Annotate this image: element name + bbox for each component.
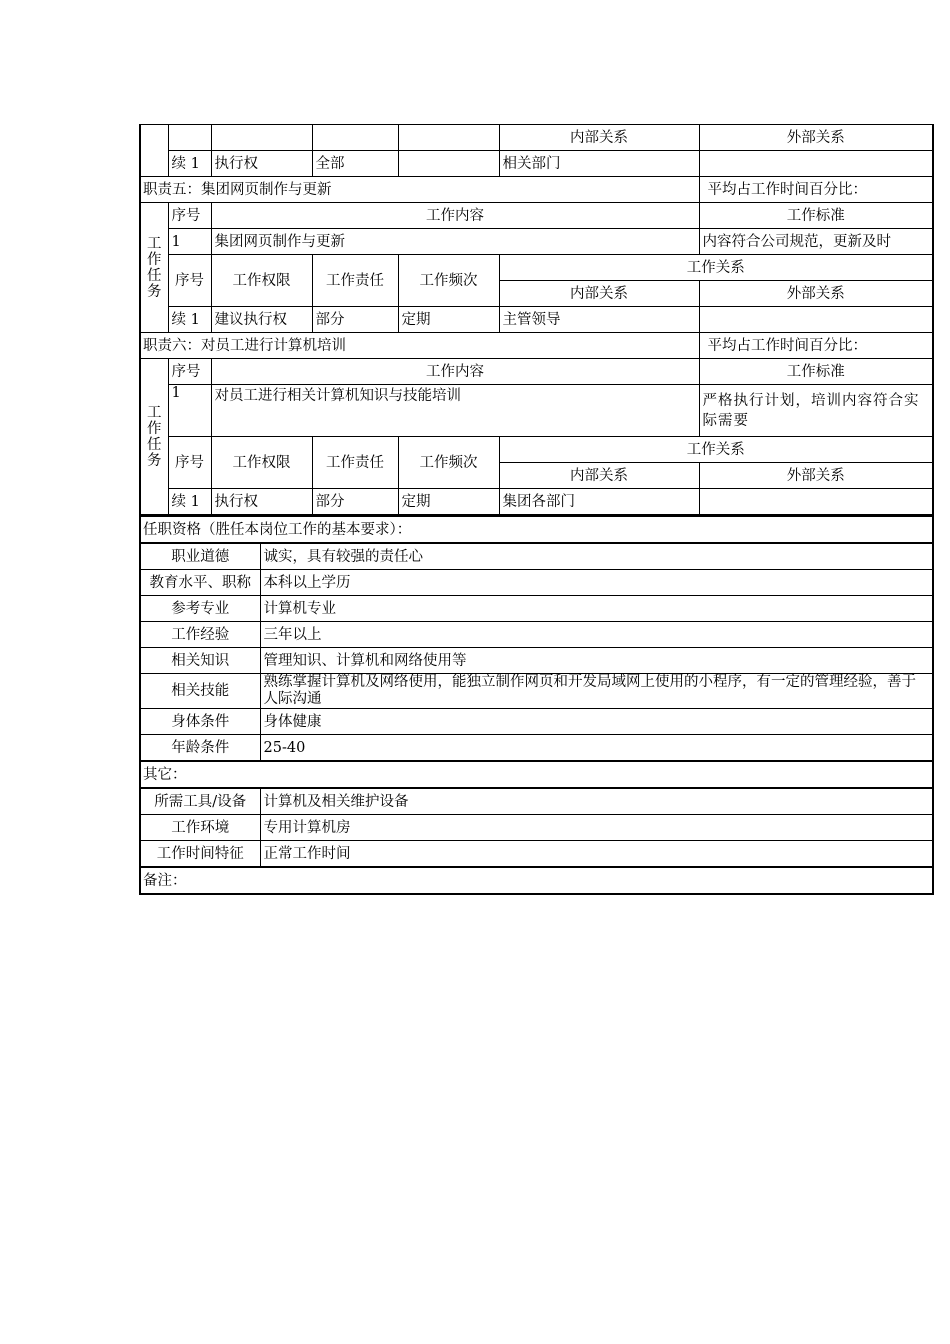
qual-label: 职业道德 [140, 543, 260, 570]
duty5-task-header-row [140, 203, 933, 229]
qual-label: 相关知识 [140, 648, 260, 674]
qual-value: 熟练掌握计算机及网络使用，能独立制作网页和开发局域网上使用的小程序，有一定的管理经验，善于人际沟通 [260, 674, 933, 709]
other-value: 专用计算机房 [260, 815, 933, 841]
qual-row [140, 570, 933, 596]
duties-table [139, 124, 934, 515]
cont-inner: 相关部门 [499, 151, 699, 177]
qualifications-title-row [140, 516, 933, 543]
duty5-time-label: 平均占工作时间百分比： [699, 177, 933, 203]
duty5-title: 职责五：集团网页制作与更新 [140, 177, 699, 203]
duty6-task-standard: 严格执行计划，培训内容符合实际需要 [699, 385, 933, 437]
duty5-cont-frequency: 定期 [398, 307, 499, 333]
duty6-cont-responsibility: 部分 [312, 489, 398, 515]
qual-row [140, 543, 933, 570]
prev-duty-side-cell [140, 125, 168, 177]
cont-seq: 续 1 [168, 151, 211, 177]
other-title-row [140, 761, 933, 788]
duty6-authority-header: 工作权限 [211, 437, 312, 489]
duty5-cont-authority: 建议执行权 [211, 307, 312, 333]
qual-value: 25-40 [260, 735, 933, 762]
cont-outer [699, 151, 933, 177]
duty6-relation-header: 工作关系 [499, 437, 933, 463]
inner-relation-header: 内部关系 [499, 125, 699, 151]
duty6-task-row [140, 385, 933, 437]
duty6-cont-outer [699, 489, 933, 515]
cont-frequency [398, 151, 499, 177]
qual-row [140, 674, 933, 709]
other-row [140, 841, 933, 868]
qual-value: 身体健康 [260, 709, 933, 735]
qual-value: 本科以上学历 [260, 570, 933, 596]
other-label: 所需工具/设备 [140, 788, 260, 815]
qual-row [140, 596, 933, 622]
duty6-frequency-header: 工作频次 [398, 437, 499, 489]
duty5-responsibility-header: 工作责任 [312, 255, 398, 307]
duty6-outer-header: 外部关系 [699, 463, 933, 489]
other-value: 计算机及相关维护设备 [260, 788, 933, 815]
other-label: 工作时间特征 [140, 841, 260, 868]
duty5-rel-seq-header: 序号 [168, 255, 211, 307]
job-description-sheet [139, 124, 932, 895]
duty5-seq-header: 序号 [168, 203, 211, 229]
qual-label: 参考专业 [140, 596, 260, 622]
duty6-cont-row [140, 489, 933, 515]
duty6-title: 职责六：对员工进行计算机培训 [140, 333, 699, 359]
qual-value: 管理知识、计算机和网络使用等 [260, 648, 933, 674]
duty5-cont-inner: 主管领导 [499, 307, 699, 333]
duty5-cont-outer [699, 307, 933, 333]
qual-value: 诚实，具有较强的责任心 [260, 543, 933, 570]
qual-row [140, 648, 933, 674]
other-row [140, 788, 933, 815]
duty5-cont-responsibility: 部分 [312, 307, 398, 333]
qual-label: 教育水平、职称 [140, 570, 260, 596]
other-label: 工作环境 [140, 815, 260, 841]
duty5-side-label: 工作任务 [140, 203, 168, 333]
qual-value: 计算机专业 [260, 596, 933, 622]
other-title: 其它： [140, 761, 933, 788]
qual-row [140, 735, 933, 762]
duty6-relation-header-row [140, 437, 933, 463]
duty5-task-standard: 内容符合公司规范，更新及时 [699, 229, 933, 255]
duty5-cont-seq: 续 1 [168, 307, 211, 333]
duty6-cont-authority: 执行权 [211, 489, 312, 515]
duty6-content-header: 工作内容 [211, 359, 699, 385]
duty5-outer-header: 外部关系 [699, 281, 933, 307]
duty5-cont-row [140, 307, 933, 333]
other-value: 正常工作时间 [260, 841, 933, 868]
duty5-title-row [140, 177, 933, 203]
prev-duty-relation-header-row [140, 125, 933, 151]
duty5-standard-header: 工作标准 [699, 203, 933, 229]
duty6-cont-inner: 集团各部门 [499, 489, 699, 515]
duty6-responsibility-header: 工作责任 [312, 437, 398, 489]
cont-authority: 执行权 [211, 151, 312, 177]
prev-duty-cont-row [140, 151, 933, 177]
duty6-standard-header: 工作标准 [699, 359, 933, 385]
cont-responsibility: 全部 [312, 151, 398, 177]
qual-label: 身体条件 [140, 709, 260, 735]
duty6-task-header-row [140, 359, 933, 385]
duty5-inner-header: 内部关系 [499, 281, 699, 307]
duty5-frequency-header: 工作频次 [398, 255, 499, 307]
qual-row [140, 622, 933, 648]
qualifications-table [139, 515, 934, 895]
duty5-task-row [140, 229, 933, 255]
qual-label: 工作经验 [140, 622, 260, 648]
remarks-row [140, 867, 933, 894]
outer-relation-header: 外部关系 [699, 125, 933, 151]
duty6-task-seq: 1 [168, 385, 211, 437]
duty6-side-label: 工作任务 [140, 359, 168, 515]
duty6-rel-seq-header: 序号 [168, 437, 211, 489]
duty6-cont-seq: 续 1 [168, 489, 211, 515]
remarks-label: 备注： [140, 867, 933, 894]
duty5-task-seq: 1 [168, 229, 211, 255]
qual-row [140, 709, 933, 735]
duty5-relation-header-row [140, 255, 933, 281]
duty6-title-row [140, 333, 933, 359]
qualifications-title: 任职资格（胜任本岗位工作的基本要求）： [140, 516, 933, 543]
duty6-cont-frequency: 定期 [398, 489, 499, 515]
qual-value: 三年以上 [260, 622, 933, 648]
qual-label: 相关技能 [140, 674, 260, 709]
duty5-task-content: 集团网页制作与更新 [211, 229, 699, 255]
other-row [140, 815, 933, 841]
duty5-content-header: 工作内容 [211, 203, 699, 229]
duty6-seq-header: 序号 [168, 359, 211, 385]
duty5-relation-header: 工作关系 [499, 255, 933, 281]
qual-label: 年龄条件 [140, 735, 260, 762]
duty6-time-label: 平均占工作时间百分比： [699, 333, 933, 359]
duty6-inner-header: 内部关系 [499, 463, 699, 489]
duty6-task-content: 对员工进行相关计算机知识与技能培训 [211, 385, 699, 437]
duty5-authority-header: 工作权限 [211, 255, 312, 307]
